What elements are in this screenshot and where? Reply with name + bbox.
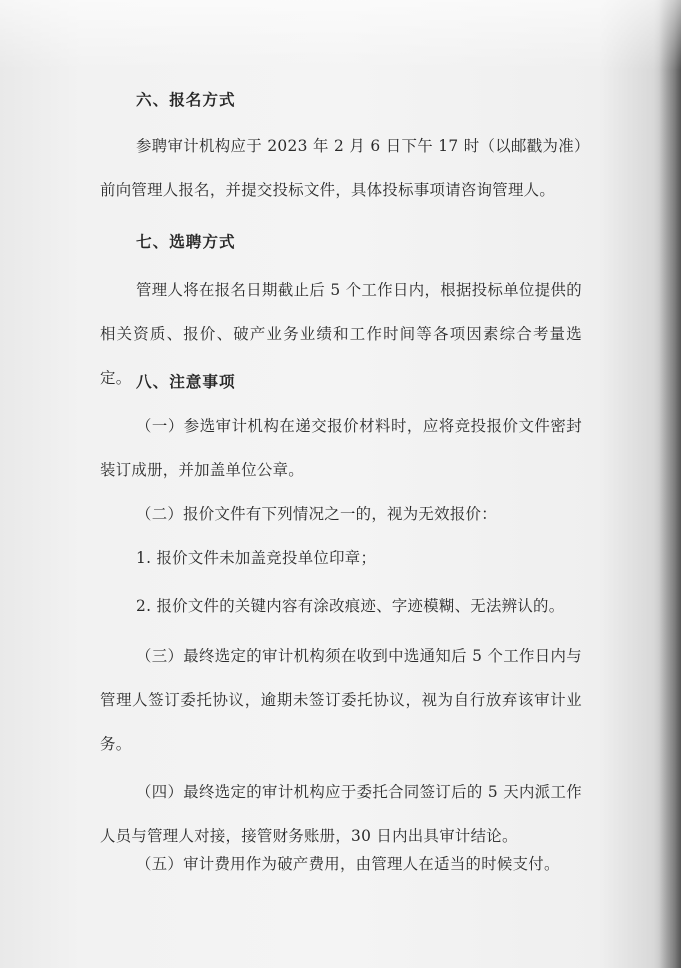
paragraph-note-2-item-2: 2. 报价文件的关键内容有涂改痕迹、字迹模糊、无法辨认的。 [136,597,565,615]
paragraph-note-3: （三）最终选定的审计机构须在收到中选通知后 5 个工作日内与管理人签订委托协议，逾期未签订委托协议，视为自行放弃该审计业务。 [100,647,582,753]
paragraph-registration: 参聘审计机构应于 2023 年 2 月 6 日下午 17 时（以邮戳为准）前向管理人报名，并提交投标文件，具体投标事项请咨询管理人。 [100,137,582,199]
paragraph-note-1: （一）参选审计机构在递交报价材料时，应将竞投报价文件密封装订成册，并加盖单位公章。 [100,417,582,479]
paragraph-selection: 管理人将在报名日期截止后 5 个工作日内，根据投标单位提供的相关资质、报价、破产业务业绩和工作时间等各项因素综合考量选定。 [100,281,582,387]
section-heading-selection: 七、选聘方式 [136,233,236,251]
paragraph-note-4: （四）最终选定的审计机构应于委托合同签订后的 5 天内派工作人员与管理人对接，接管财务账册，30 日内出具审计结论。 [100,783,582,845]
section-heading-registration: 六、报名方式 [136,91,236,109]
page-edge-shadow [659,0,681,968]
section-heading-notes: 八、注意事项 [136,373,236,391]
paragraph-note-5: （五）审计费用作为破产费用，由管理人在适当的时候支付。 [136,855,560,873]
paragraph-note-2-item-1: 1. 报价文件未加盖竞投单位印章； [136,549,377,567]
paragraph-note-2: （二）报价文件有下列情况之一的，视为无效报价： [136,505,497,523]
